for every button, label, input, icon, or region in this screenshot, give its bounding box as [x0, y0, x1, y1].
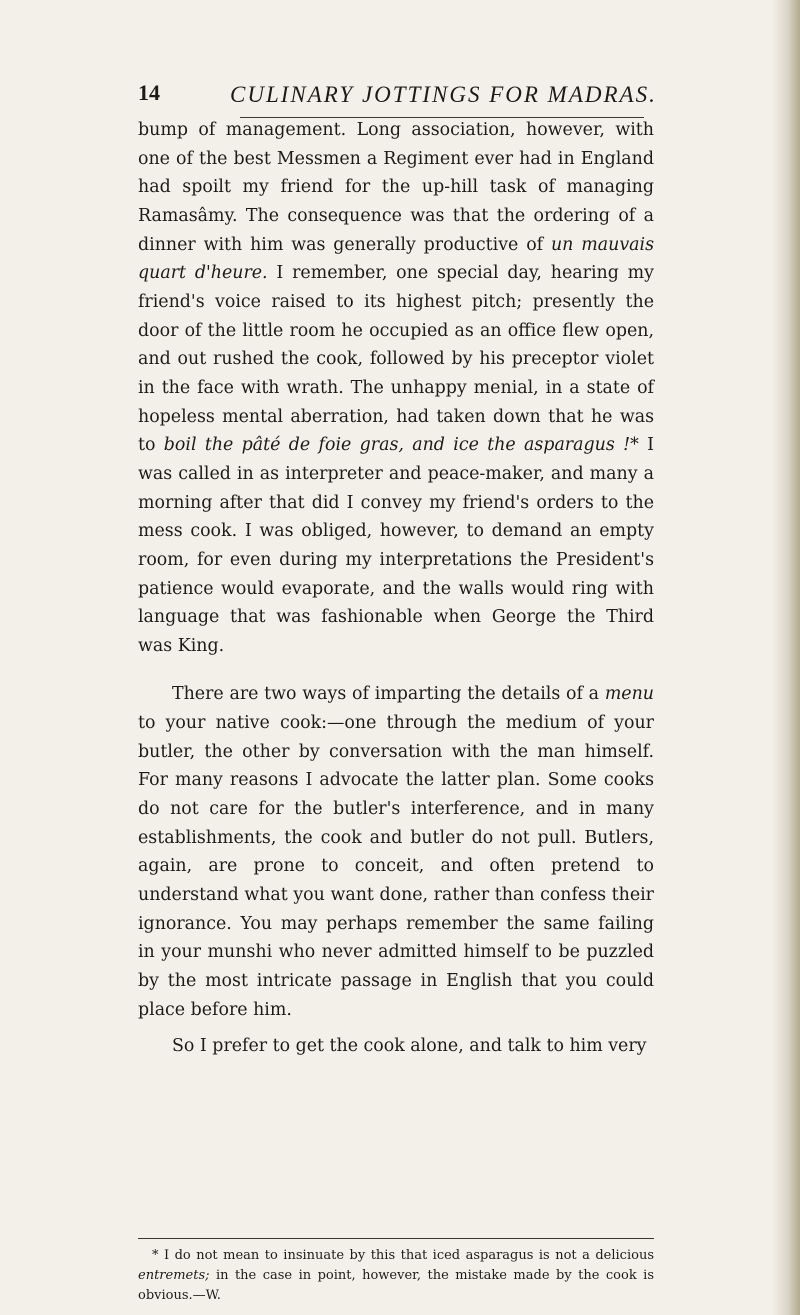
paragraph-3-text-1: So I prefer to get the cook alone, and talk to him very	[172, 1036, 647, 1057]
page-edge-shadow	[772, 0, 800, 1315]
running-head: CULINARY JOTTINGS FOR MADRAS.	[230, 82, 657, 107]
footnote-text-1: * I do not mean to insinuate by this that iced asparagus is not a delicious	[152, 1248, 654, 1263]
paragraph-2-text-1: There are two ways of imparting the details of a	[172, 684, 605, 705]
paragraph-1-italic-2: boil the pâté de foie gras, and ice the asparagus !*	[163, 435, 639, 456]
paragraph-1-text-3: I was called in as interpreter and peace-maker, and many a morning after that did I convey my friend's orders to the mess cook. I was obliged, however, to demand an empty room, for even during my interpretations the President's patience would evaporate, and the walls would ring with language that was fashionable when George the Third was King.	[138, 435, 654, 656]
page-number: 14	[138, 80, 160, 105]
footnote-text-2: in the case in point, however, the mistake made by the cook is obvious.—W.	[138, 1268, 654, 1303]
page-header	[138, 80, 778, 120]
paragraph-2-text-2: to your native cook:—one through the medium of your butler, the other by conversation with the man himself. For many reasons I advocate the latter plan. Some cooks do not care for the butler's interference, and in many establishments, the cook and butler do not pull. Butlers, again, are prone to conceit, and often pretend to understand what you want done, rather than confess their ignorance. You may perhaps remember the same failing in your munshi who never admitted himself to be puzzled by the most intricate passage in English that you could place before him.	[138, 713, 654, 1020]
footnote-italic-1: entremets;	[138, 1268, 210, 1283]
paragraph-1-text-1: bump of management. Long association, however, with one of the best Messmen a Regiment ever had in England had spoilt my friend for the up-hill task of managing Ramasâmy. The consequence was that the ordering of a dinner with him was generally productive of	[138, 120, 654, 255]
paragraph-2	[138, 680, 654, 1024]
paragraph-1-text-2: I remember, one special day, hearing my friend's voice raised to its highest pitch; presently the door of the little room he occupied as an office flew open, and out rushed the cook, followed by his preceptor violet in the face with wrath. The unhappy menial, in a state of hopeless mental aberration, had taken down that he was to	[138, 263, 654, 456]
paragraph-1-italic-1: un mauvais quart d'heure.	[138, 234, 654, 284]
paragraph-2-italic-1: menu	[604, 684, 654, 705]
footnote-text	[138, 1246, 654, 1306]
paragraph-1	[138, 116, 654, 660]
paragraph-3	[138, 1032, 654, 1061]
footnote	[138, 1246, 654, 1306]
footnote-rule	[138, 1238, 654, 1239]
body-text	[138, 116, 654, 1061]
